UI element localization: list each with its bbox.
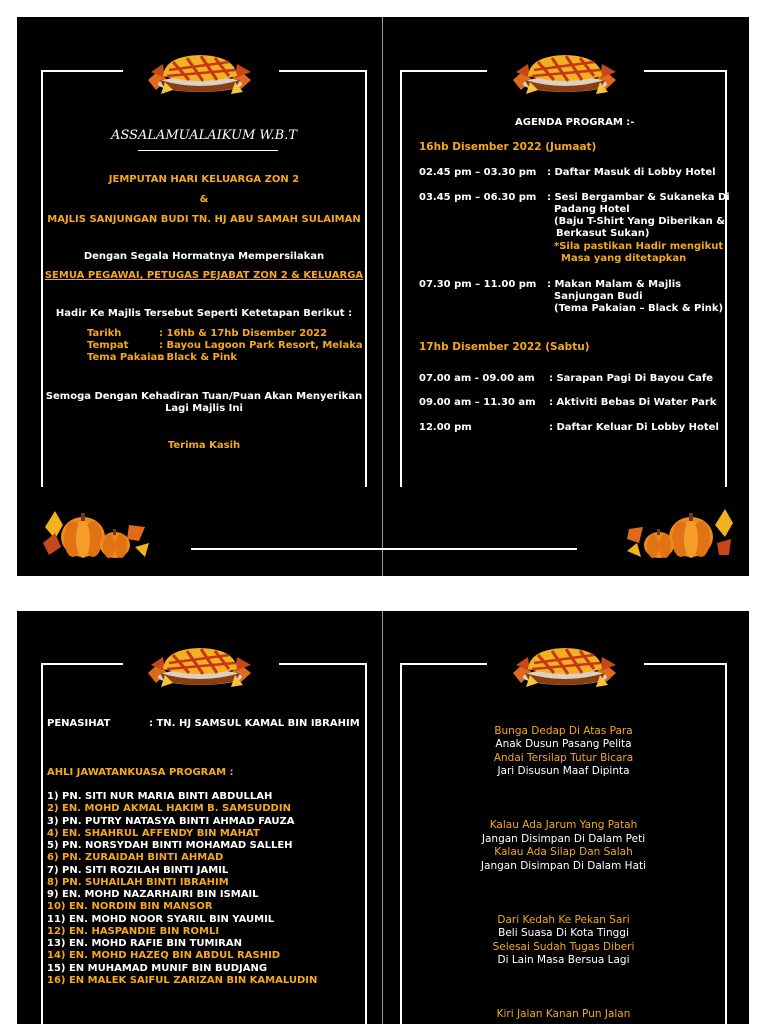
frame-line <box>41 663 123 665</box>
frame-line <box>41 663 43 1024</box>
committee-member: 7) PN. SITI ROZILAH BINTI JAMIL <box>47 865 229 876</box>
committee-member: 4) EN. SHAHRUL AFFENDY BIN MAHAT <box>47 828 260 839</box>
agenda-time: 02.45 pm – 03.30 pm <box>419 167 537 178</box>
committee-member: 1) PN. SITI NUR MARIA BINTI ABDULLAH <box>47 791 273 802</box>
agenda-activity: (Tema Pakaian – Black & Pink) <box>554 303 724 314</box>
detail-label: Tempat <box>87 340 129 351</box>
invite-ampersand: & <box>199 194 209 205</box>
agenda-activity: Padang Hotel <box>554 204 630 215</box>
committee-member: 10) EN. NORDIN BIN MANSOR <box>47 901 213 912</box>
pie-icon <box>508 643 623 691</box>
agenda-activity: : Sesi Bergambar & Sukaneka Di <box>547 192 730 203</box>
detail-value: : Bayou Lagoon Park Resort, Melaka <box>159 340 363 351</box>
day2-title: 17hb Disember 2022 (Sabtu) <box>419 341 590 353</box>
agenda-activity: : Sarapan Pagi Di Bayou Cafe <box>549 373 713 384</box>
audience-line: SEMUA PEGAWAI, PETUGAS PEJABAT ZON 2 & KELUARGA <box>44 270 364 281</box>
committee-member: 9) EN. MOHD NAZARHAIRI BIN ISMAIL <box>47 889 259 900</box>
pantun-line: Kalau Ada Silap Dan Salah <box>494 846 633 858</box>
detail-value: : Black & Pink <box>159 352 238 363</box>
advisor-value: : TN. HJ SAMSUL KAMAL BIN IBRAHIM <box>149 718 360 729</box>
committee-member: 8) PN. SUHAILAH BINTI IBRAHIM <box>47 877 229 888</box>
frame-line <box>644 70 727 72</box>
pantun-line: Kiri Jalan Kanan Pun Jalan <box>496 1008 631 1020</box>
pantun-line: Jari Disusun Maaf Dipinta <box>497 765 630 777</box>
agenda-time: 03.45 pm – 06.30 pm <box>419 192 537 203</box>
pantun-line: Di Lain Masa Bersua Lagi <box>497 954 630 966</box>
pantun-line: Bunga Dedap Di Atas Para <box>494 725 633 737</box>
intro-line: Hadir Ke Majlis Tersebut Seperti Ketetapan Berikut : <box>55 308 353 319</box>
advisor-label: PENASIHAT <box>47 718 111 729</box>
frame-line <box>400 70 402 487</box>
committee-member: 13) EN. MOHD RAFIE BIN TUMIRAN <box>47 938 242 949</box>
invitation-page-1 <box>17 17 749 576</box>
pantun-line: Andai Tersilap Tutur Bicara <box>493 752 634 764</box>
detail-label: Tema Pakaian <box>87 352 165 363</box>
agenda-activity: Sanjungan Budi <box>554 291 643 302</box>
agenda-activity: (Baju T-Shirt Yang Diberikan & <box>554 216 725 227</box>
pie-icon <box>508 50 623 98</box>
salutation-underline <box>138 150 278 151</box>
frame-line <box>365 663 367 1024</box>
frame-line <box>725 70 727 487</box>
respect-line: Dengan Segala Hormatnya Mempersilakan <box>83 251 325 262</box>
thanks-line: Terima Kasih <box>167 440 241 451</box>
frame-line <box>400 663 487 665</box>
committee-member: 5) PN. NORSYDAH BINTI MOHAMAD SALLEH <box>47 840 293 851</box>
pantun-line: Dari Kedah Ke Pekan Sari <box>497 914 630 926</box>
frame-line <box>279 663 367 665</box>
agenda-note: *Sila pastikan Hadir mengikut <box>554 241 724 252</box>
agenda-activity: : Daftar Masuk di Lobby Hotel <box>547 167 716 178</box>
committee-member: 14) EN. MOHD HAZEQ BIN ABDUL RASHID <box>47 950 281 961</box>
agenda-activity: : Daftar Keluar Di Lobby Hotel <box>549 422 719 433</box>
bottom-line <box>191 548 577 550</box>
invite-subtitle: MAJLIS SANJUNGAN BUDI TN. HJ ABU SAMAH SULAIMAN <box>47 214 361 225</box>
agenda-title: AGENDA PROGRAM :- <box>515 117 635 128</box>
closing-line: Lagi Majlis Ini <box>165 403 243 414</box>
committee-member: 6) PN. ZURAIDAH BINTI AHMAD <box>47 852 224 863</box>
committee-member: 2) EN. MOHD AKMAL HAKIM B. SAMSUDDIN <box>47 803 291 814</box>
agenda-time: 07.30 pm – 11.00 pm <box>419 279 537 290</box>
agenda-note: Masa yang ditetapkan <box>561 253 687 264</box>
committee-title: AHLI JAWATANKUASA PROGRAM : <box>47 767 234 778</box>
committee-member: 16) EN MALEK SAIFUL ZARIZAN BIN KAMALUDIN <box>47 975 318 986</box>
frame-line <box>644 663 727 665</box>
day1-title: 16hb Disember 2022 (Jumaat) <box>419 141 597 153</box>
committee-member: 11) EN. MOHD NOOR SYARIL BIN YAUMIL <box>47 914 275 925</box>
pantun-line: Selesai Sudah Tugas Diberi <box>492 941 635 953</box>
pantun-line: Jangan Disimpan Di Dalam Hati <box>480 860 647 872</box>
pantun-line: Beli Suasa Di Kota Tinggi <box>498 927 629 939</box>
agenda-time: 07.00 am - 09.00 am <box>419 373 535 384</box>
detail-value: : 16hb & 17hb Disember 2022 <box>159 328 328 339</box>
detail-label: Tarikh <box>87 328 122 339</box>
fold-line <box>382 17 383 576</box>
agenda-time: 12.00 pm <box>419 422 472 433</box>
pantun-line: Kalau Ada Jarum Yang Patah <box>489 819 638 831</box>
invite-title: JEMPUTAN HARI KELUARGA ZON 2 <box>108 174 300 185</box>
pantun-line: Anak Dusun Pasang Pelita <box>495 738 632 750</box>
closing-line: Semoga Dengan Kehadiran Tuan/Puan Akan Menyerikan <box>45 391 363 402</box>
agenda-activity: : Aktiviti Bebas Di Water Park <box>549 397 717 408</box>
frame-line <box>400 70 487 72</box>
pie-icon <box>143 643 258 691</box>
pumpkin-icon <box>41 499 151 561</box>
invitation-page-2 <box>17 611 749 1024</box>
committee-member: 3) PN. PUTRY NATASYA BINTI AHMAD FAUZA <box>47 816 295 827</box>
committee-member: 12) EN. HASPANDIE BIN ROMLI <box>47 926 220 937</box>
salutation: ASSALAMUALAIKUM W.B.T <box>110 128 298 143</box>
agenda-activity: Berkasut Sukan) <box>556 228 650 239</box>
committee-member: 15) EN MUHAMAD MUNIF BIN BUDJANG <box>47 963 268 974</box>
frame-line <box>279 70 367 72</box>
agenda-time: 09.00 am – 11.30 am <box>419 397 536 408</box>
pantun-line: Jangan Disimpan Di Dalam Peti <box>481 833 646 845</box>
frame-line <box>725 663 727 1024</box>
agenda-activity: : Makan Malam & Majlis <box>547 279 682 290</box>
pumpkin-icon <box>625 499 735 561</box>
pie-icon <box>143 50 258 98</box>
fold-line <box>382 611 383 1024</box>
frame-line <box>41 70 123 72</box>
